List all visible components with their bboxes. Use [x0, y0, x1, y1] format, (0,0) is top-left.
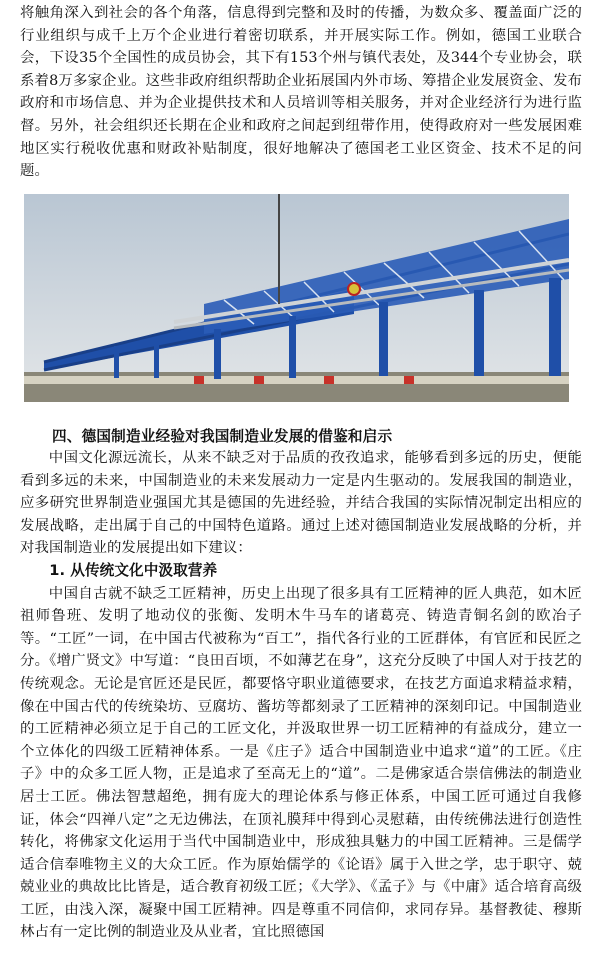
section-heading: 四、德国制造业经验对我国制造业发展的借鉴和启示	[52, 428, 393, 445]
section-paragraph-1: 中国文化源远流长，从来不缺乏对于品质的孜孜追求，能够看到多远的历史，便能看到多远的未来，中国制造业的未来发展动力一定是内生驱动的。发展我国的制造业，应多研究世界制造业强国尤其是德国的先进经验，并结合我国的实际情况制定出相应的发展战略，走出属于自己的中国特色道路。通过上述对德国制造业发展战略的分析，并对我国制造业的发展提出如下建议：	[20, 450, 582, 557]
subsection-heading: 1. 从传统文化中汲取营养	[49, 561, 218, 579]
intro-text: 将触角深入到社会的各个角落，信息得到完整和及时的传播，为数众多、覆盖面广泛的行业组织与成千上万个企业进行着密切联系，并开展实际工作。例如，德国工业联合会，下设35个全国性的成员协会，其下有153个州与镇代表处，及344个专业协会，联系着8万多家企业。这些非政府组织帮助企业拓展国内外市场、筹措企业发展资金、发布政府和市场信息、并为企业提供技术和人员培训等相关服务，并对企业经济行为进行监督。另外，社会组织还长期在企业和政府之间起到纽带作用，使得政府对一些发展困难地区实行税收优惠和财政补贴制度，很好地解决了德国老工业区资金、技术不足的问题。	[20, 5, 582, 180]
section-body	[20, 447, 582, 944]
section-paragraph-2: 中国自古就不缺乏工匠精神，历史上出现了很多具有工匠精神的匠人典范，如木匠祖师鲁班、发明了地动仪的张衡、发明木牛马车的诸葛亮、铸造青铜名剑的欧冶子等。“工匠”一词，在中国古代被称为“百工”，指代各行业的工匠群体，有官匠和民匠之分。《增广贤文》中写道：“良田百顷，不如薄艺在身”，这充分反映了中国人对于技艺的传统观念。无论是官匠还是民匠，都要恪守职业道德要求，在技艺方面追求精益求精，像在中国古代的传统染坊、豆腐坊、酱坊等都刻录了工匠精神的深刻印记。中国制造业的工匠精神必须立足于自己的工匠文化，并汲取世界一切工匠精神的有益成分，建立一个立体化的四级工匠精神体系。一是《庄子》适合中国制造业中追求“道”的工匠。《庄子》中的众多工匠人物，正是追求了至高无上的“道”。二是佛家适合崇信佛法的制造业居士工匠。佛法智慧超绝，拥有庞大的理论体系与修正体系，中国工匠可通过自我修证，体会“四禅八定”之无边佛法，在顶礼膜拜中得到心灵慰藉，由传统佛法进行创造性转化，将佛家文化运用于当代中国制造业中，形成独具魅力的中国工匠精神。三是儒学适合信奉唯物主义的大众工匠。作为原始儒学的《论语》属于入世之学，忠于职守、兢兢业业的典故比比皆是，适合教育初级工匠；《大学》、《孟子》与《中庸》适合培育高级工匠，由浅入深，凝聚中国工匠精神。四是尊重不同信仰，求同存异。基督教徒、穆斯林占有一定比例的制造业及从业者，宜比照德国	[20, 585, 582, 941]
pipeline-bridge-photo	[24, 194, 569, 402]
intro-paragraph	[20, 2, 582, 183]
